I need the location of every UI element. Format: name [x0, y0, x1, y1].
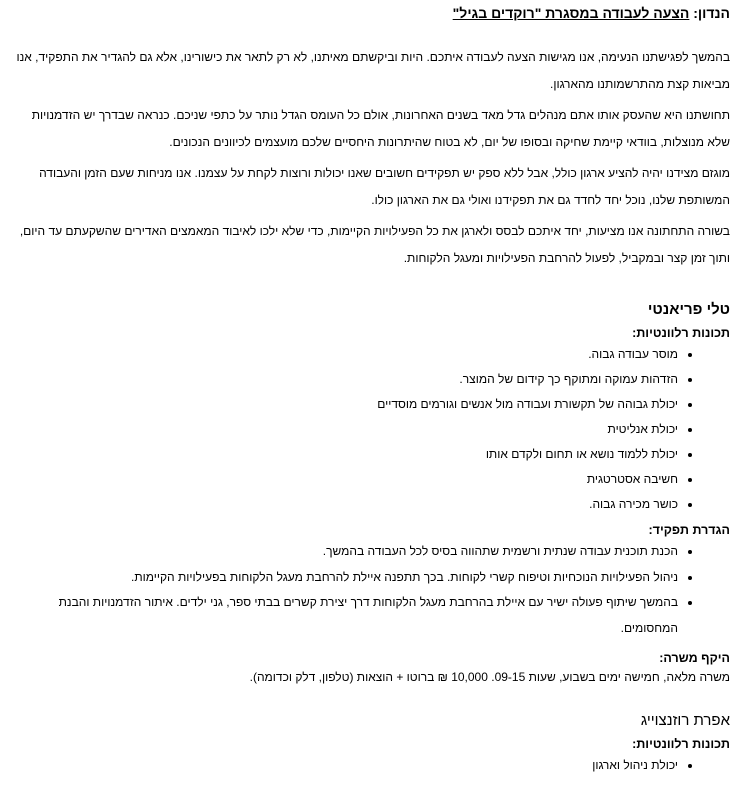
subject-value: הצעה לעבודה במסגרת "רוקדים בגיל": [452, 5, 690, 21]
scope-heading: היקף משרה:: [659, 651, 730, 665]
list-item: • בהמשך שיתוף פעולה ישיר עם איילת בהרחבת מעגל הלקוחות דרך יצירת קשרים בבתי ספר, גני ילדים. איתור הזדמנויות והבנת המחסומים.: [12, 590, 678, 641]
list-item: • יכולת גבוהה של תקשורת ועבודה מול אנשים וגורמים מוסדיים: [12, 392, 678, 417]
subject-label: הנדון:: [693, 5, 730, 21]
candidate-name: אפרת רוזנצוייג: [640, 712, 730, 729]
list-item: • יכולת אנליטית: [12, 417, 678, 442]
candidate-section: [12, 711, 730, 778]
qualities-list: [12, 753, 730, 778]
list-item: • הכנת תוכנית עבודה שנתית ורשמית שתהווה בסיס לכל העבודה בהמשך.: [12, 539, 678, 565]
list-item: • חשיבה אסטרטגית: [12, 467, 678, 492]
qualities-heading: תכונות רלוונטיות:: [632, 737, 730, 751]
subject-line: [12, 4, 730, 22]
intro-section: [12, 44, 730, 272]
role-heading: הגדרת תפקיד:: [648, 523, 730, 537]
candidate-name: טלי פריאנטי: [647, 301, 730, 318]
intro-paragraph: מוגזם מצידנו יהיה להציע ארגון כולל, אבל ללא ספק יש תפקידים חשובים שאנו יכולות ורוצות לקחת על עצמנו. אנו מניחות שעם הזמן והעבודה המשותפת שלנו, נוכל יחד לחדד גם את תפקידנו ואולי גם את הארגון כולו.: [39, 166, 730, 207]
list-item: • יכולת ניהול וארגון: [12, 753, 678, 778]
roles-list: [12, 539, 730, 641]
list-item: • ניהול הפעילויות הנוכחיות וטיפוח קשרי לקוחות. בכך תתפנה איילת להרחבת מעגל הלקוחות בפעילויות הקיימות.: [12, 565, 678, 591]
list-item: • כושר מכירה גבוה.: [12, 492, 678, 517]
intro-paragraph: בשורה התחתונה אנו מציעות, יחד איתכם לבסס ולארגן את כל הפעילויות הקיימות, כדי שלא ילכו לאיבוד המאמצים האדירים שהשקעתם עד היום, ותוך זמן קצר ובמקביל, לפעול להרחבת הפעילויות ומעגל הלקוחות.: [19, 224, 730, 265]
qualities-heading: תכונות רלוונטיות:: [632, 326, 730, 340]
intro-paragraph: תחושתנו היא שהעסק אותו אתם מנהלים גדל מאד בשנים האחרונות, אולם כל העומס הגדל נותר על כתפי שניכם. כנראה שבדרך יש הזדמנויות שלא מנוצלות, בוודאי קיימת שחיקה ובסופו של יום, לא בטוח שהיתרונות היחסיים שלכם מועצמים לכיוונים הנכונים.: [31, 108, 730, 149]
qualities-list: [12, 342, 730, 517]
scope-text: משרה מלאה, חמישה ימים בשבוע, שעות 09-15. 10,000 ₪ ברוטו + הוצאות (טלפון, דלק וכדומה).: [249, 670, 730, 684]
list-item: • מוסר עבודה גבוה.: [12, 342, 678, 367]
intro-paragraph: בהמשך לפגישתנו הנעימה, אנו מגישות הצעה לעבודה איתכם. היות וביקשתם מאיתנו, לא רק לתאר את כישורינו, אלא גם להגדיר את התפקיד, אנו מביאות קצת מהתרשמותנו מהארגון.: [16, 50, 730, 91]
list-item: • הזדהות עמוקה ומתוקף כך קידום של המוצר.: [12, 367, 678, 392]
candidate-section: [12, 300, 730, 687]
list-item: • יכולת ללמוד נושא או תחום ולקדם אותו: [12, 442, 678, 467]
